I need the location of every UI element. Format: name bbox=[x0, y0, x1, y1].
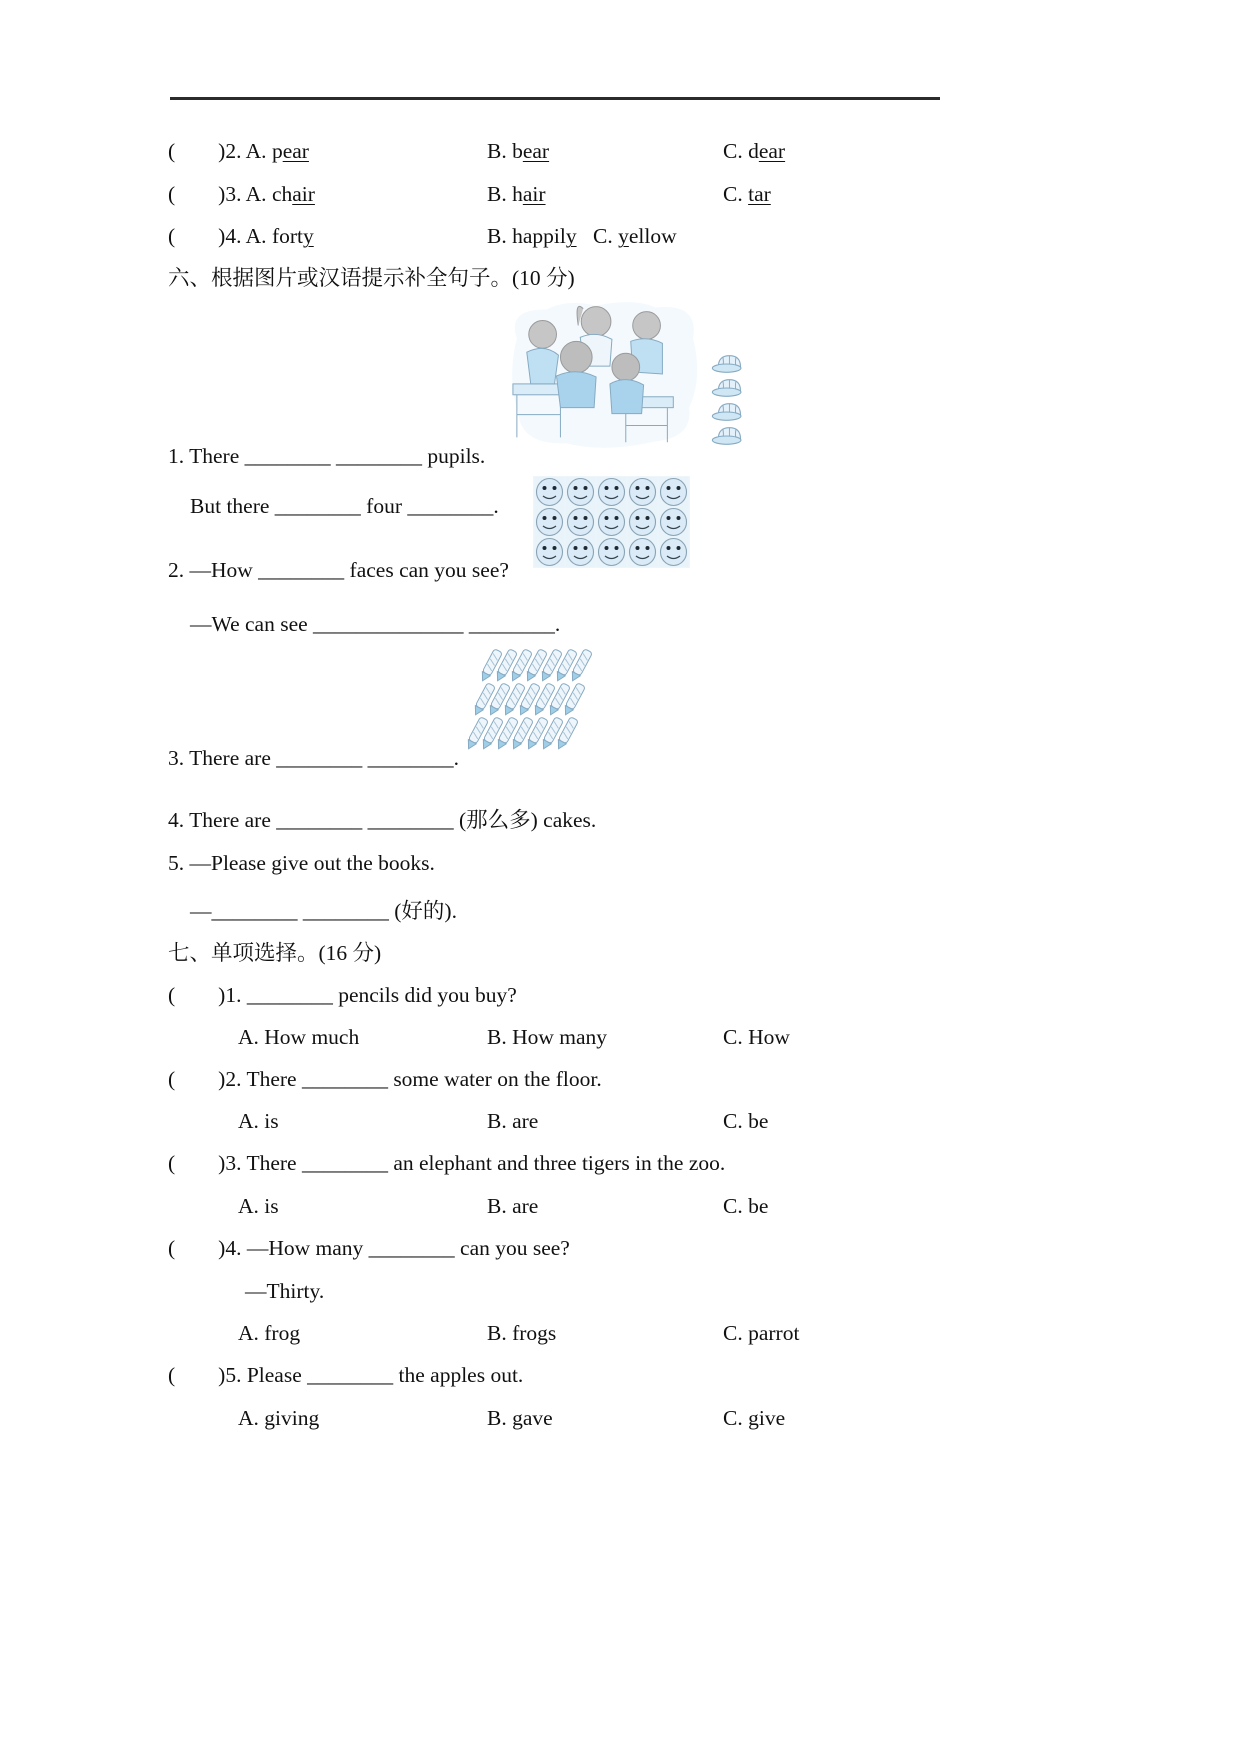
phonics-row-3-cell-b bbox=[487, 180, 546, 208]
smiley-face-icon bbox=[534, 477, 565, 507]
q1-line1: 1. There ________ ________ pupils. bbox=[168, 444, 486, 468]
underlined-letters: ear bbox=[282, 139, 309, 163]
word-prefix: ch bbox=[271, 182, 293, 206]
faces-row bbox=[534, 507, 689, 537]
mc-q5-option-c: C. give bbox=[723, 1406, 786, 1430]
option-label: A. bbox=[245, 182, 272, 206]
stem-text: 5. Please ________ the apples out. bbox=[225, 1363, 524, 1387]
answer-paren: ( ) bbox=[168, 182, 226, 206]
mc-q5-stem bbox=[168, 1361, 523, 1389]
option-label: B. bbox=[487, 139, 513, 163]
pencils-row bbox=[488, 646, 593, 682]
answer-paren: ( ) bbox=[168, 1151, 226, 1175]
faces-row bbox=[534, 477, 689, 507]
question-number: 4. bbox=[225, 224, 246, 248]
pupils-illustration bbox=[505, 296, 747, 458]
smiley-face-icon bbox=[596, 507, 627, 537]
phonics-row-3-cell-a bbox=[168, 180, 315, 208]
mc-q1-option-a: A. How much bbox=[238, 1025, 360, 1049]
mc-q3-option-a: A. is bbox=[238, 1194, 279, 1218]
option-b bbox=[487, 224, 577, 248]
underlined-letters: tar bbox=[748, 182, 771, 206]
option-a bbox=[246, 182, 315, 206]
phonics-row-4-cell-b bbox=[487, 222, 577, 250]
q5-line1: 5. —Please give out the books. bbox=[168, 851, 435, 875]
mc-q2-option-b: B. are bbox=[487, 1109, 539, 1133]
q5-line2: —________ ________ (好的). bbox=[190, 899, 457, 923]
word-suffix: ellow bbox=[628, 224, 677, 248]
cap-icon bbox=[710, 376, 747, 400]
smiley-face-icon bbox=[627, 537, 658, 567]
underlined-letters: ear bbox=[758, 139, 786, 163]
question-number: 2. bbox=[225, 139, 246, 163]
pencils-row bbox=[481, 680, 593, 716]
smiley-face-icon bbox=[627, 477, 658, 507]
smiley-face-icon bbox=[534, 507, 565, 537]
pupils-drawing bbox=[505, 296, 703, 451]
cap-icon bbox=[710, 352, 747, 376]
smiley-face-icon bbox=[627, 507, 658, 537]
q2-line2: —We can see ______________ ________. bbox=[190, 612, 561, 636]
q3-line: 3. There are ________ ________. bbox=[168, 746, 459, 770]
q4-line: 4. There are ________ ________ (那么多) cakes. bbox=[168, 808, 597, 832]
underlined-letters: air bbox=[522, 182, 546, 206]
stem-text: 4. —How many ________ can you see? bbox=[225, 1236, 570, 1260]
section7-heading: 七、单项选择。(16 分) bbox=[168, 941, 382, 965]
mc-q2-stem bbox=[168, 1065, 602, 1093]
mc-q4-option-a: A. frog bbox=[238, 1321, 301, 1345]
option-label: A. bbox=[245, 139, 272, 163]
word-prefix: p bbox=[271, 139, 283, 163]
answer-paren: ( ) bbox=[168, 1363, 226, 1387]
mc-q5-option-a: A. giving bbox=[238, 1406, 320, 1430]
option-label: C. bbox=[593, 224, 619, 248]
q1-line2: But there ________ four ________. bbox=[190, 494, 499, 518]
smiley-face-icon bbox=[534, 537, 565, 567]
option-c bbox=[593, 224, 677, 248]
word-prefix: d bbox=[748, 139, 759, 163]
mc-q3-stem bbox=[168, 1149, 725, 1177]
option-b bbox=[487, 139, 549, 163]
mc-q4-stem bbox=[168, 1234, 570, 1262]
pencil-icon bbox=[562, 680, 586, 716]
smiley-face-icon bbox=[658, 507, 689, 537]
mc-q2-option-c: C. be bbox=[723, 1109, 769, 1133]
phonics-row-4-cell-c bbox=[593, 222, 677, 250]
top-horizontal-rule bbox=[170, 97, 940, 100]
pencils-row bbox=[474, 714, 593, 750]
pencils-group bbox=[474, 648, 593, 750]
smiley-face-icon bbox=[596, 477, 627, 507]
mc-q1-stem bbox=[168, 981, 517, 1009]
mc-q1-option-c: C. How bbox=[723, 1025, 790, 1049]
underlined-letters: ear bbox=[522, 139, 550, 163]
phonics-row-3-cell-c bbox=[723, 180, 771, 208]
underlined-letters: y bbox=[565, 224, 577, 248]
stem-text: 1. ________ pencils did you buy? bbox=[225, 983, 517, 1007]
q2-line1: 2. —How ________ faces can you see? bbox=[168, 558, 509, 582]
smiley-face-icon bbox=[565, 507, 596, 537]
option-c bbox=[723, 139, 785, 163]
option-a bbox=[246, 224, 314, 248]
option-label: C. bbox=[723, 139, 749, 163]
faces-row bbox=[534, 537, 689, 567]
mc-q4-option-c: C. parrot bbox=[723, 1321, 800, 1345]
cap-icon bbox=[710, 400, 747, 424]
word-prefix: b bbox=[512, 139, 523, 163]
cap-icon bbox=[710, 424, 747, 448]
stem-text: 2. There ________ some water on the floor. bbox=[225, 1067, 602, 1091]
mc-q4-option-b: B. frogs bbox=[487, 1321, 557, 1345]
option-c bbox=[723, 182, 771, 206]
answer-paren: ( ) bbox=[168, 224, 226, 248]
answer-paren: ( ) bbox=[168, 1236, 226, 1260]
option-label: A. bbox=[245, 224, 272, 248]
option-label: B. bbox=[487, 182, 513, 206]
pencil-icon bbox=[569, 646, 593, 682]
underlined-letters: y bbox=[302, 224, 314, 248]
mc-q5-option-b: B. gave bbox=[487, 1406, 553, 1430]
mc-q2-option-a: A. is bbox=[238, 1109, 279, 1133]
mc-q3-option-c: C. be bbox=[723, 1194, 769, 1218]
option-a bbox=[246, 139, 309, 163]
question-number: 3. bbox=[225, 182, 246, 206]
pencil-icon bbox=[555, 714, 579, 750]
answer-paren: ( ) bbox=[168, 983, 226, 1007]
word-prefix: happil bbox=[512, 224, 566, 248]
phonics-row-2-cell-b bbox=[487, 137, 549, 165]
option-b bbox=[487, 182, 546, 206]
option-label: C. bbox=[723, 182, 749, 206]
underlined-letters: y bbox=[618, 224, 629, 248]
caps-column bbox=[710, 352, 747, 448]
option-label: B. bbox=[487, 224, 513, 248]
mc-q3-option-b: B. are bbox=[487, 1194, 539, 1218]
word-prefix: h bbox=[512, 182, 523, 206]
faces-grid bbox=[533, 476, 690, 568]
answer-paren: ( ) bbox=[168, 1067, 226, 1091]
underlined-letters: air bbox=[292, 182, 315, 206]
smiley-face-icon bbox=[565, 477, 596, 507]
smiley-face-icon bbox=[596, 537, 627, 567]
answer-paren: ( ) bbox=[168, 139, 226, 163]
smiley-face-icon bbox=[565, 537, 596, 567]
phonics-row-4-cell-a bbox=[168, 222, 314, 250]
section6-heading: 六、根据图片或汉语提示补全句子。(10 分) bbox=[168, 266, 575, 290]
mc-q4-answer-line: —Thirty. bbox=[245, 1279, 325, 1303]
mc-q1-option-b: B. How many bbox=[487, 1025, 608, 1049]
stem-text: 3. There ________ an elephant and three tigers in the zoo. bbox=[225, 1151, 726, 1175]
smiley-face-icon bbox=[658, 477, 689, 507]
word-prefix: fort bbox=[271, 224, 303, 248]
smiley-face-icon bbox=[658, 537, 689, 567]
phonics-row-2-cell-c bbox=[723, 137, 785, 165]
phonics-row-2-cell-a bbox=[168, 137, 309, 165]
